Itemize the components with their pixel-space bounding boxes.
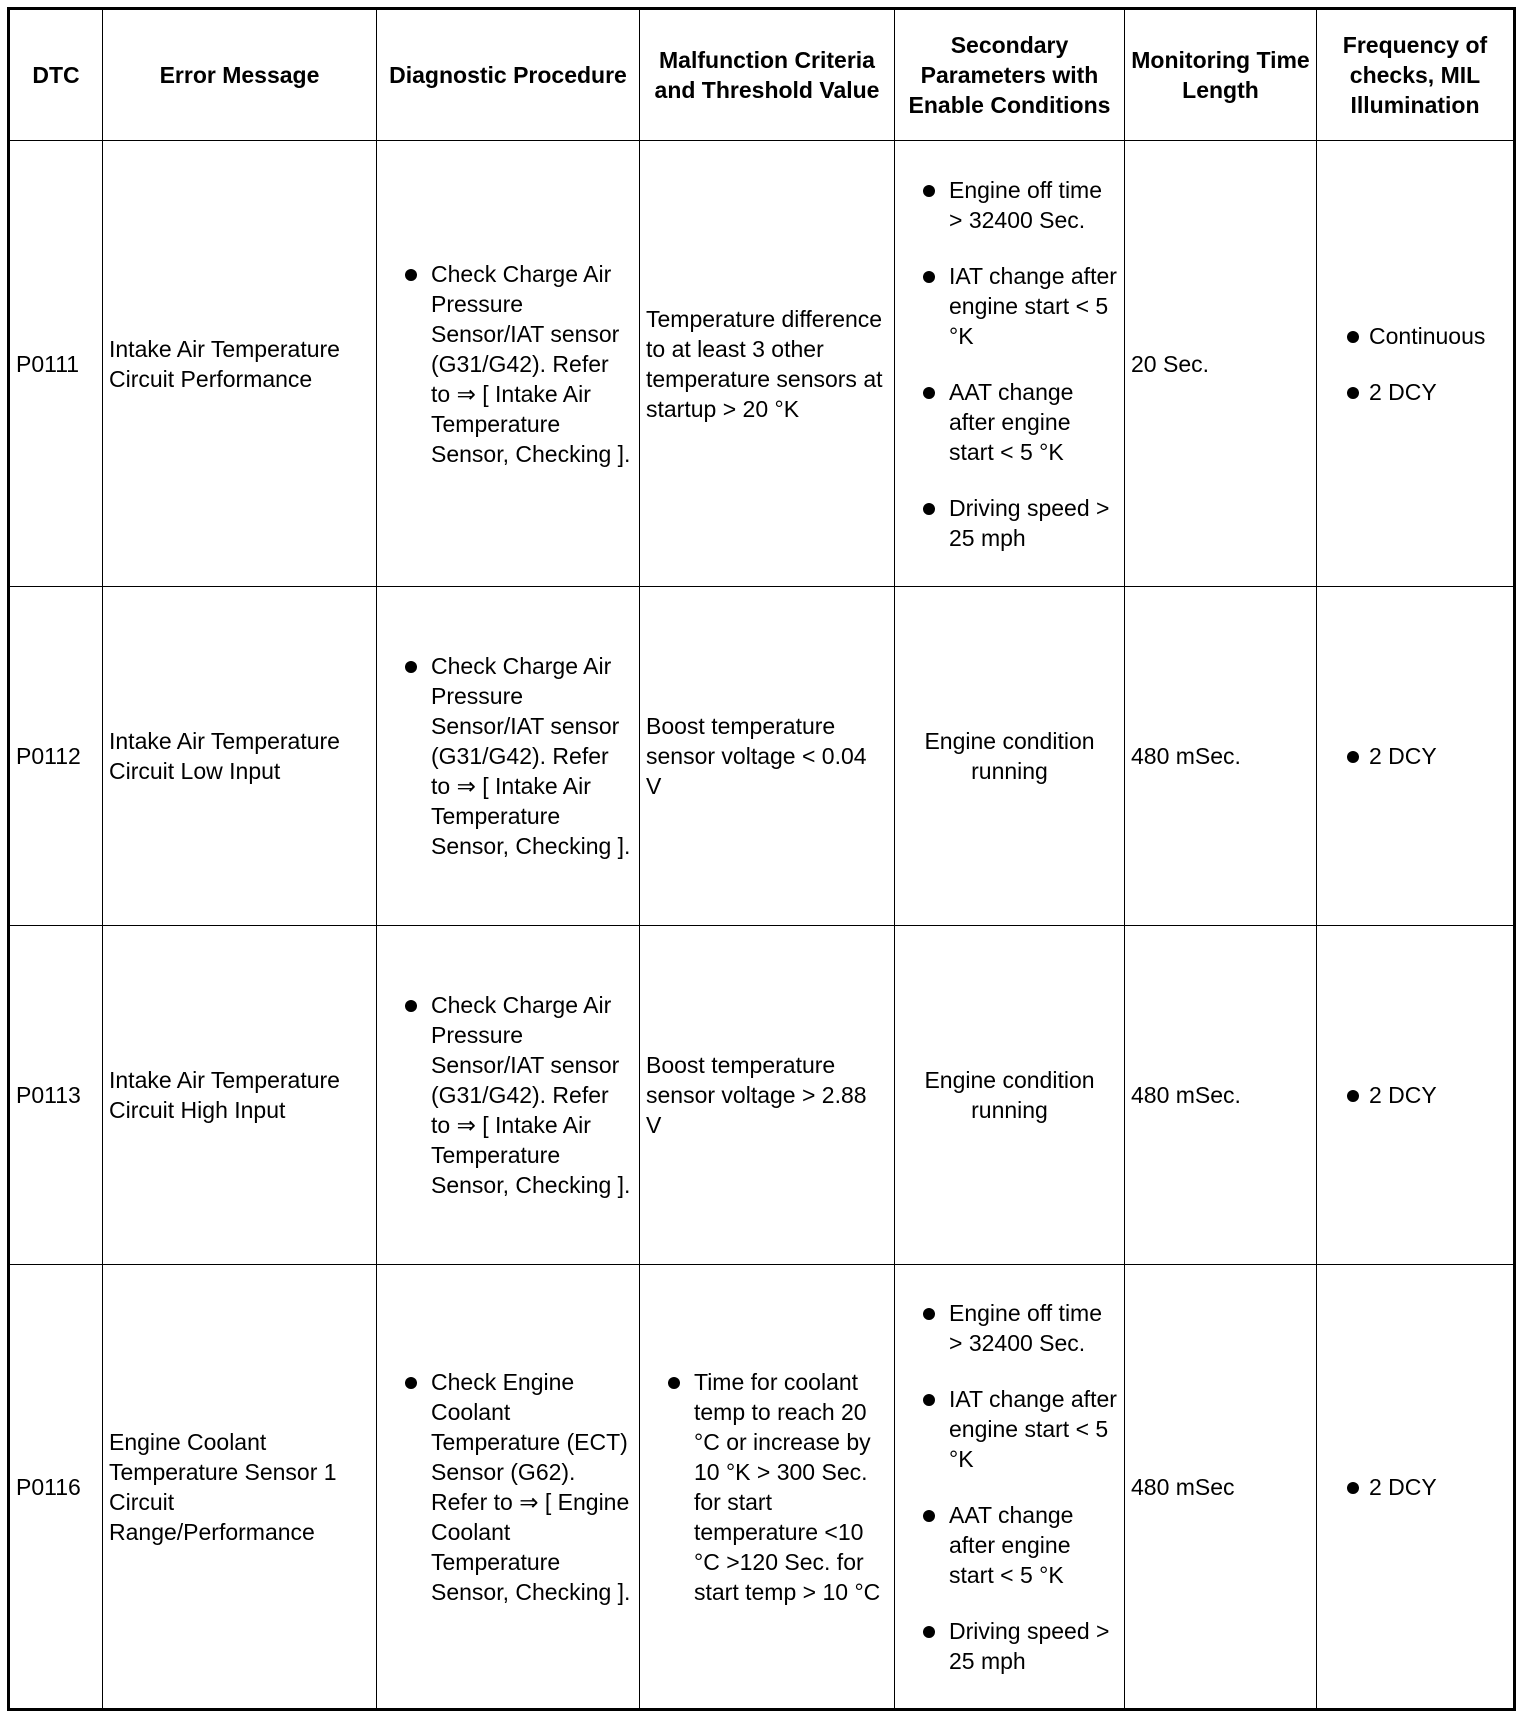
dtc-code: P0113 [9, 926, 103, 1265]
frequency-checks [1317, 587, 1515, 926]
dtc-code: P0112 [9, 587, 103, 926]
header-row [9, 9, 1515, 141]
header-secondary-parameters: Secondary Parameters with Enable Conditions [895, 9, 1125, 141]
secondary-item: IAT change after engine start < 5 °K [901, 261, 1118, 351]
dtc-code: P0111 [9, 141, 103, 587]
header-dtc: DTC [9, 9, 103, 141]
frequency-item: 2 DCY [1323, 1080, 1507, 1110]
malfunction-item: Time for coolant temp to reach 20 °C or increase by 10 °K > 300 Sec. for start temperature <10 °C >120 Sec. for start temp > 10 °C [646, 1367, 888, 1607]
table-row [9, 587, 1515, 926]
diagnostic-procedure [377, 587, 640, 926]
error-message: Intake Air Temperature Circuit Performance [103, 141, 377, 587]
secondary-item: AAT change after engine start < 5 °K [901, 1500, 1118, 1590]
monitoring-time: 480 mSec. [1125, 587, 1317, 926]
table-row [9, 141, 1515, 587]
secondary-parameters [895, 141, 1125, 587]
procedure-item: Check Engine Coolant Temperature (ECT) Sensor (G62). Refer to ⇒ [ Engine Coolant Temperature Sensor, Checking ]. [383, 1367, 633, 1607]
frequency-checks [1317, 141, 1515, 587]
frequency-item: 2 DCY [1323, 1472, 1507, 1502]
error-message: Intake Air Temperature Circuit Low Input [103, 587, 377, 926]
secondary-item: Driving speed > 25 mph [901, 493, 1118, 553]
secondary-item: AAT change after engine start < 5 °K [901, 377, 1118, 467]
header-malfunction-criteria: Malfunction Criteria and Threshold Value [640, 9, 895, 141]
frequency-item: 2 DCY [1323, 741, 1507, 771]
monitoring-time: 480 mSec [1125, 1265, 1317, 1710]
monitoring-time: 20 Sec. [1125, 141, 1317, 587]
malfunction-criteria: Temperature difference to at least 3 other temperature sensors at startup > 20 °K [640, 141, 895, 587]
error-message: Intake Air Temperature Circuit High Input [103, 926, 377, 1265]
malfunction-criteria: Boost temperature sensor voltage < 0.04 V [640, 587, 895, 926]
secondary-item: Driving speed > 25 mph [901, 1616, 1118, 1676]
frequency-item: Continuous [1323, 321, 1507, 351]
diagnostic-procedure [377, 1265, 640, 1710]
procedure-item: Check Charge Air Pressure Sensor/IAT sensor (G31/G42). Refer to ⇒ [ Intake Air Temperature Sensor, Checking ]. [383, 259, 633, 469]
table-row [9, 926, 1515, 1265]
procedure-item: Check Charge Air Pressure Sensor/IAT sensor (G31/G42). Refer to ⇒ [ Intake Air Temperature Sensor, Checking ]. [383, 990, 633, 1200]
dtc-table [7, 7, 1516, 1711]
frequency-checks [1317, 1265, 1515, 1710]
error-message: Engine Coolant Temperature Sensor 1 Circuit Range/Performance [103, 1265, 377, 1710]
malfunction-criteria: Boost temperature sensor voltage > 2.88 V [640, 926, 895, 1265]
secondary-item: IAT change after engine start < 5 °K [901, 1384, 1118, 1474]
procedure-item: Check Charge Air Pressure Sensor/IAT sensor (G31/G42). Refer to ⇒ [ Intake Air Temperature Sensor, Checking ]. [383, 651, 633, 861]
header-monitoring-time: Monitoring Time Length [1125, 9, 1317, 141]
malfunction-criteria [640, 1265, 895, 1710]
secondary-parameters: Engine condition running [895, 926, 1125, 1265]
table-row [9, 1265, 1515, 1710]
header-diagnostic-procedure: Diagnostic Procedure [377, 9, 640, 141]
frequency-item: 2 DCY [1323, 377, 1507, 407]
diagnostic-procedure [377, 141, 640, 587]
dtc-code: P0116 [9, 1265, 103, 1710]
secondary-parameters: Engine condition running [895, 587, 1125, 926]
monitoring-time: 480 mSec. [1125, 926, 1317, 1265]
secondary-parameters [895, 1265, 1125, 1710]
header-error-message: Error Message [103, 9, 377, 141]
header-frequency: Frequency of checks, MIL Illumination [1317, 9, 1515, 141]
secondary-item: Engine off time > 32400 Sec. [901, 1298, 1118, 1358]
frequency-checks [1317, 926, 1515, 1265]
diagnostic-procedure [377, 926, 640, 1265]
secondary-item: Engine off time > 32400 Sec. [901, 175, 1118, 235]
